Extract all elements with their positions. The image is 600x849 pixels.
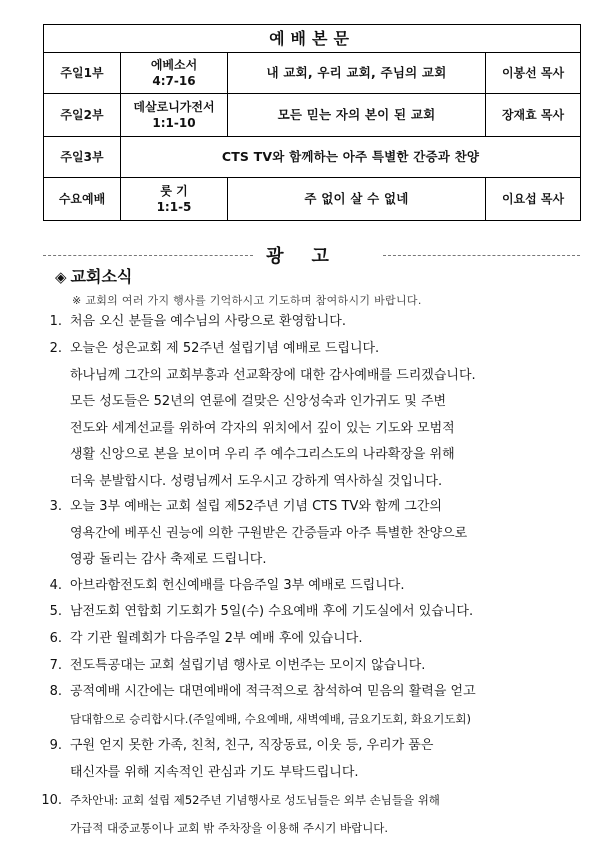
notice-text: ※ 교회의 여러 가지 행사를 기억하시고 기도하며 참여하시기 바랍니다. xyxy=(72,294,422,307)
list-item: 9. 구원 얻지 못한 가족, 친척, 친구, 직장동료, 이웃 등, 우리가 품은 태신자를 위해 지속적인 관심과 기도 부탁드립니다. xyxy=(49,738,434,780)
preacher: 장재효 목사 xyxy=(486,94,581,137)
passage: 데살로니가전서 1:1-10 xyxy=(121,94,228,137)
service-name: 주일3부 xyxy=(44,137,121,178)
list-item: 6. 각 기관 월례회가 다음주일 2부 예배 후에 있습니다. xyxy=(49,631,363,646)
list-item: 5. 남전도회 연합회 기도회가 5일(수) 수요예배 후에 기도실에서 있습니다. xyxy=(49,604,474,619)
diamond-icon: ◈ xyxy=(55,268,67,286)
section-heading xyxy=(55,264,132,287)
ad-header xyxy=(43,242,580,266)
list-item: 8. 공적예배 시간에는 대면예배에 적극적으로 참석하여 믿음의 활력을 얻고 담대함으로 승리합시다.(주일예배, 수요예배, 새벽예배, 금요기도회, 화요기도회) xyxy=(49,684,476,726)
sermon-title: 주 없이 살 수 없네 xyxy=(228,178,486,221)
sermon-title: 모든 믿는 자의 본이 된 교회 xyxy=(228,94,486,137)
list-item: 1. 처음 오신 분들을 예수님의 사랑으로 환영합니다. xyxy=(49,314,346,329)
list-item: 2. 오늘은 성은교회 제 52주년 설립기념 예배로 드립니다. 하나님께 그간의 교회부흥과 선교확장에 대한 감사예배를 드리겠습니다. 모든 성도들은 52년의 연륜에 걸맞은 신앙성숙과 인가귀도 및 주변 전도와 세계선교를 위하여 각자의 위치에서 깊이 있는 기도와 모범적 생활 신앙으로 본을 보이며 우리 주 예수그리스도의 나라확장을 위해 더욱 분발합시다. 성령님께서 도우시고 강하게 역사하실 것입니다. xyxy=(49,341,476,489)
worship-table xyxy=(43,24,581,221)
service-name: 주일2부 xyxy=(44,94,121,137)
list-item: 3. 오늘 3부 예배는 교회 설립 제52주년 기념 CTS TV와 함께 그간의 영욕간에 베푸신 권능에 의한 구원받은 간증들과 아주 특별한 찬양으로 영광 돌리는 감사 축제로 드립니다. xyxy=(49,499,468,567)
list-item: 7. 전도특공대는 교회 설립기념 행사로 이번주는 모이지 않습니다. xyxy=(49,658,426,673)
list-item: 10. 주차안내: 교회 설립 제52주년 기념행사로 성도님들은 외부 손님들을 위해 가급적 대중교통이나 교회 밖 주차장을 이용해 주시기 바랍니다. xyxy=(41,793,440,835)
sermon-title: CTS TV와 함께하는 아주 특별한 간증과 찬양 xyxy=(121,137,581,178)
passage: 룻 기 1:1-5 xyxy=(121,178,228,221)
worship-header: 예배본문 xyxy=(44,25,581,53)
list-item: 4. 아브라함전도회 헌신예배를 다음주일 3부 예배로 드립니다. xyxy=(49,578,405,593)
section-title: 교회소식 xyxy=(70,267,133,286)
preacher: 이봉선 목사 xyxy=(486,53,581,94)
passage: 에베소서 4:7-16 xyxy=(121,53,228,94)
service-name: 주일1부 xyxy=(44,53,121,94)
sermon-title: 내 교회, 우리 교회, 주님의 교회 xyxy=(228,53,486,94)
ad-title: 광고 xyxy=(266,246,357,267)
preacher: 이요섭 목사 xyxy=(486,178,581,221)
service-name: 수요예배 xyxy=(44,178,121,221)
